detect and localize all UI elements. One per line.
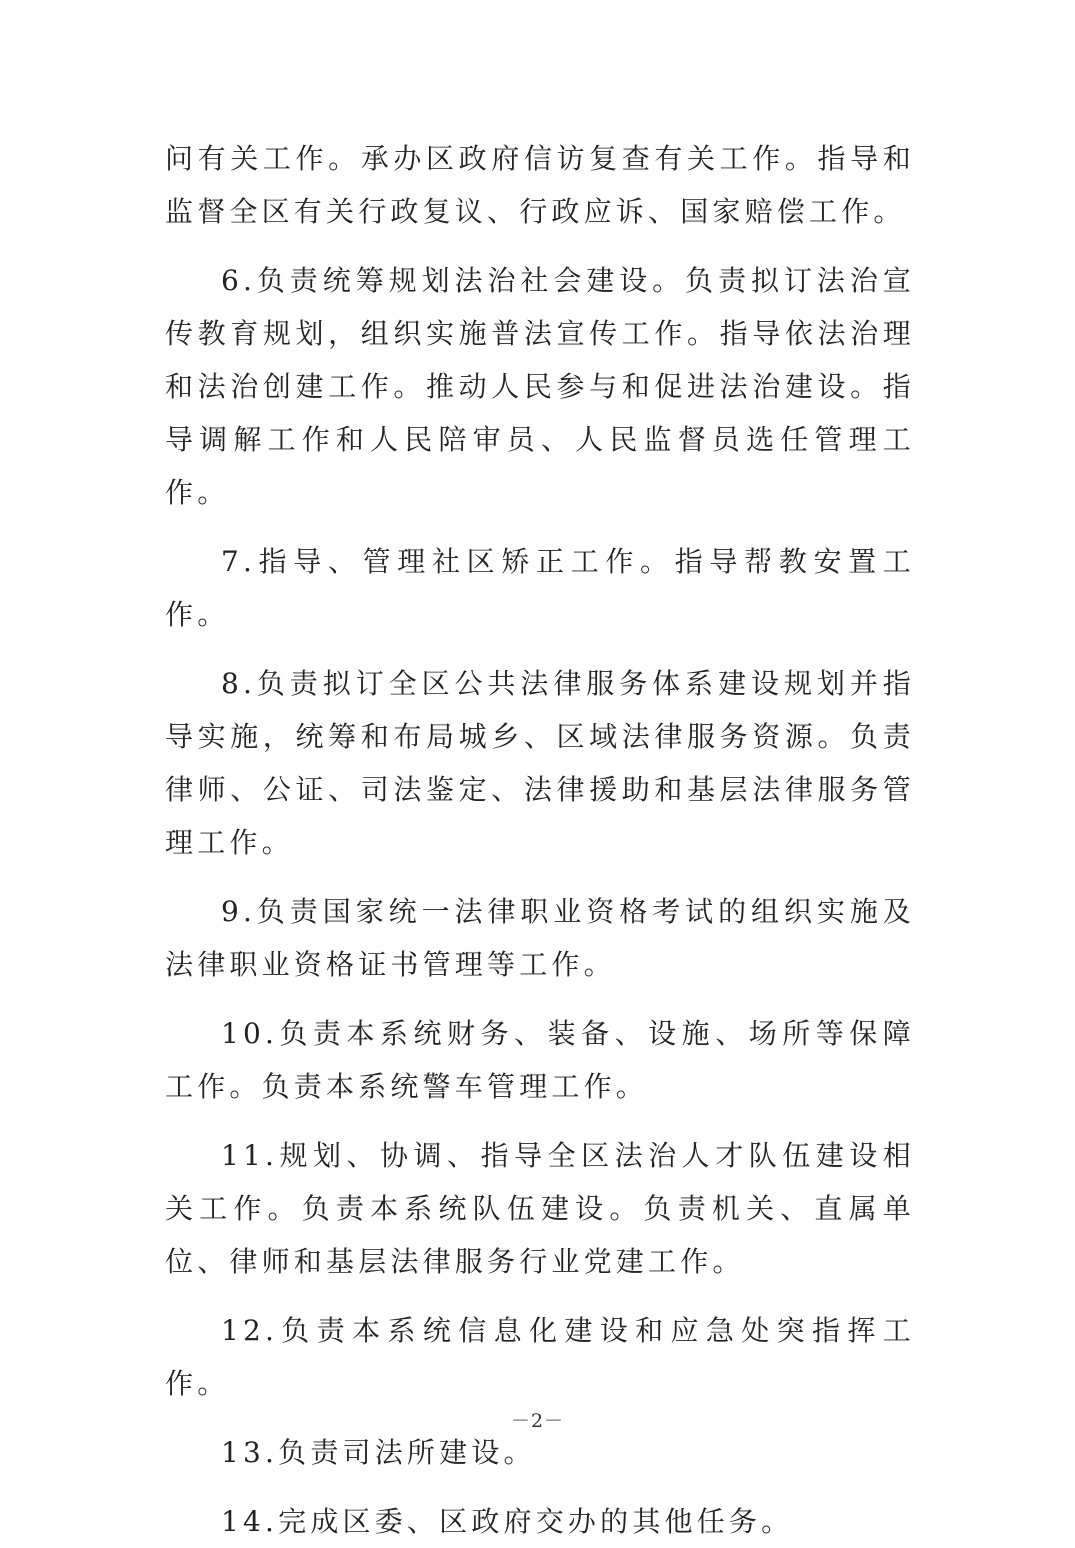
paragraph-continued: 问有关工作。承办区政府信访复查有关工作。指导和监督全区有关行政复议、行政应诉、国家赔偿工作。	[165, 142, 915, 228]
paragraph-item-10: 10.负责本系统财务、装备、设施、场所等保障工作。负责本系统警车管理工作。	[165, 1017, 915, 1103]
paragraph-item-14: 14.完成区委、区政府交办的其他任务。	[221, 1505, 794, 1538]
document-body	[165, 132, 915, 1548]
paragraph-item-9: 9.负责国家统一法律职业资格考试的组织实施及法律职业资格证书管理等工作。	[165, 895, 915, 981]
paragraph-item-13: 13.负责司法所建设。	[221, 1436, 536, 1469]
paragraph-item-6: 6.负责统筹规划法治社会建设。负责拟订法治宣传教育规划，组织实施普法宣传工作。指导依法治理和法治创建工作。推动人民参与和促进法治建设。指导调解工作和人民陪审员、人民监督员选任管理工作。	[165, 264, 915, 509]
paragraph-item-8: 8.负责拟订全区公共法律服务体系建设规划并指导实施，统筹和布局城乡、区域法律服务资源。负责律师、公证、司法鉴定、法律援助和基层法律服务管理工作。	[165, 667, 915, 859]
paragraph-item-12: 12.负责本系统信息化建设和应急处突指挥工作。	[165, 1314, 915, 1400]
paragraph-item-11: 11.规划、协调、指导全区法治人才队伍建设相关工作。负责本系统队伍建设。负责机关、直属单位、律师和基层法律服务行业党建工作。	[165, 1139, 915, 1278]
page-number: －2－	[510, 1410, 565, 1432]
paragraph-item-7: 7.指导、管理社区矫正工作。指导帮教安置工作。	[165, 545, 915, 631]
